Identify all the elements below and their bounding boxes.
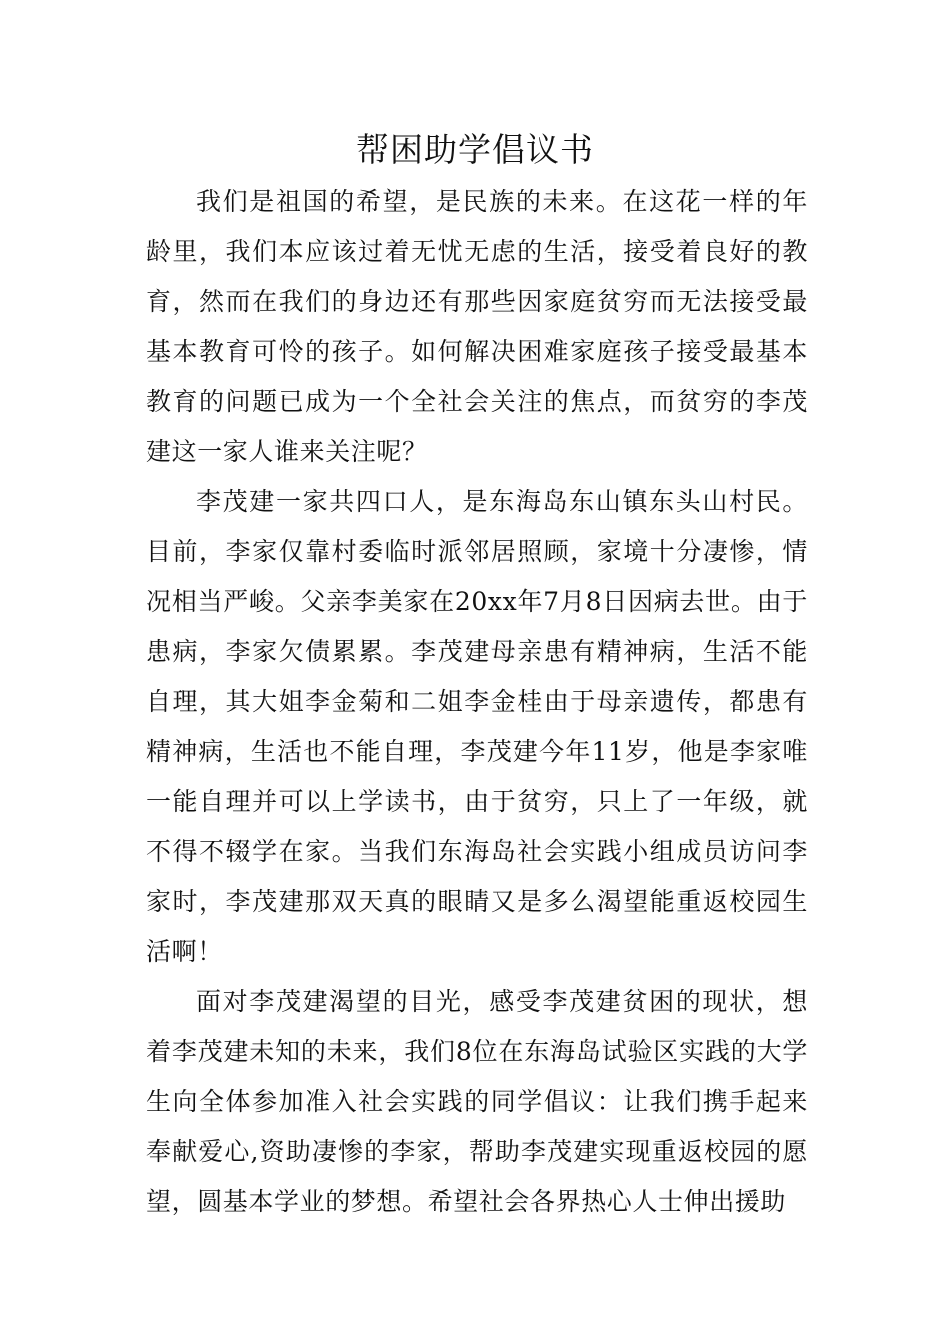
document-title: 帮困助学倡议书 bbox=[356, 130, 594, 169]
paragraph-appeal: 面对李茂建渴望的目光，感受李茂建贫困的现状，想着李茂建未知的未来，我们8位在东海岛试验区实践的大学生向全体参加准入社会实践的同学倡议：让我们携手起来奉献爱心,资助凄惨的李家，帮助李茂建实现重返校园的愿望，圆基本学业的梦想。希望社会各界热心人士伸出援助 bbox=[146, 987, 808, 1216]
document-body bbox=[146, 177, 808, 1227]
paragraph-intro: 我们是祖国的希望，是民族的未来。在这花一样的年龄里，我们本应该过着无忧无虑的生活，接受着良好的教育，然而在我们的身边还有那些因家庭贫穷而无法接受最基本教育可怜的孩子。如何解决困难家庭孩子接受最基本教育的问题已成为一个全社会关注的焦点，而贫穷的李茂建这一家人谁来关注呢？ bbox=[146, 187, 808, 466]
paragraph-family-situation: 李茂建一家共四口人，是东海岛东山镇东头山村民。目前，李家仅靠村委临时派邻居照顾，家境十分凄惨，情况相当严峻。父亲李美家在20xx年7月8日因病去世。由于患病，李家欠债累累。李茂建母亲患有精神病，生活不能自理，其大姐李金菊和二姐李金桂由于母亲遗传，都患有精神病，生活也不能自理，李茂建今年11岁，他是李家唯一能自理并可以上学读书，由于贫穷，只上了一年级，就不得不辍学在家。当我们东海岛社会实践小组成员访问李家时，李茂建那双天真的眼睛又是多么渴望能重返校园生活啊！ bbox=[146, 487, 808, 966]
